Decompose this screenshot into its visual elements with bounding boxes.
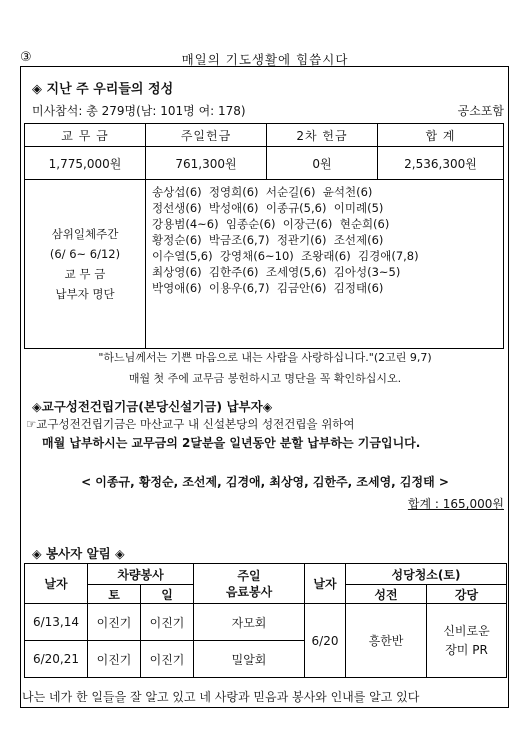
value-second: 0원: [267, 147, 378, 180]
donor-line: 이수열(5,6) 강영채(6~10) 조왕래(6) 김경애(7,8): [152, 249, 419, 263]
col-tithe: 교 무 금: [25, 124, 146, 147]
col-total: 합 계: [378, 124, 504, 147]
header-date2: 날자: [305, 564, 346, 604]
clean-date: 6/20: [305, 604, 346, 678]
building-fund-title: ◈교구성전건립기금(본당신설기금) 납부자◈: [32, 399, 273, 414]
donor-line: 황정순(6) 박금조(6,7) 정관기(6) 조선제(6): [152, 233, 384, 247]
clean-sanctuary: 흥한반: [346, 604, 427, 678]
attendance-note: 공소포함: [457, 104, 504, 118]
building-fund-total-text: 합계 : 165,000원: [407, 497, 504, 511]
header-vehicle: 차량봉사: [88, 564, 194, 585]
header-cleaning: 성당청소(토): [346, 564, 507, 585]
donors-label: [25, 180, 146, 349]
value-sunday: 761,300원: [146, 147, 267, 180]
row-sun: 이진기: [141, 641, 194, 678]
donors-list: [146, 180, 504, 349]
row-date: 6/20,21: [25, 641, 88, 678]
building-fund-contributors: < 이종규, 황정순, 조선제, 김경애, 최상영, 김한주, 조세영, 김정태 >: [81, 475, 449, 489]
donor-line: 강용범(4~6) 임종순(6) 이장근(6) 현순희(6): [152, 217, 390, 231]
offering-header-row: [25, 124, 504, 147]
header-date: 날자: [25, 564, 88, 604]
row-sat: 이진기: [88, 604, 141, 641]
attendance-text: 미사참석: 총 279명(남: 101명 여: 178): [32, 104, 246, 118]
volunteer-row: [25, 604, 507, 641]
col-sunday: 주일헌금: [146, 124, 267, 147]
clean-hall: 신비로운 장미 PR: [427, 604, 507, 678]
volunteer-table: [24, 563, 507, 678]
page-number: ③: [20, 50, 32, 65]
header-hall: 강당: [427, 585, 507, 604]
donors-label-line: 교 무 금: [64, 267, 106, 281]
donor-line: 정선생(6) 박성애(6) 이종규(5,6) 이미례(5): [152, 201, 384, 215]
row-sun: 이진기: [141, 604, 194, 641]
row-date: 6/13,14: [25, 604, 88, 641]
row-sat: 이진기: [88, 641, 141, 678]
page-title: 매일의 기도생활에 힘씁시다: [181, 52, 349, 67]
building-fund-desc-2: [42, 434, 420, 451]
row-drinks: 밀알회: [194, 641, 305, 678]
scripture-quote: "하느님께서는 기쁜 마음으로 내는 사람을 사랑하십니다."(2고린 9,7): [98, 351, 432, 364]
value-total: 2,536,300원: [378, 147, 504, 180]
donor-line: 최상영(6) 김한주(6) 조세영(5,6) 김아성(3~5): [152, 265, 401, 279]
donors-label-line: 삼위일체주간: [51, 227, 119, 241]
footer-verse: 나는 네가 한 일들을 잘 알고 있고 네 사랑과 믿음과 봉사와 인내를 알고 있다: [22, 690, 420, 704]
header-drinks: 주일 음료봉사: [194, 564, 305, 604]
volunteer-header-row: [25, 564, 507, 585]
header-sun: 일: [141, 585, 194, 604]
volunteer-section-title: ◈ 봉사자 알림 ◈: [32, 546, 125, 561]
donor-line: 박영애(6) 이용우(6,7) 김금안(6) 김정태(6): [152, 281, 384, 295]
building-fund-desc-2-text: 매월 납부하시는 교무금의 2달분을 일년동안 분할 납부하는 기금입니다.: [42, 436, 421, 450]
tithe-reminder: 매월 첫 주에 교무금 봉헌하시고 명단을 꼭 확인하십시오.: [128, 372, 402, 385]
donors-label-line: (6/ 6~ 6/12): [49, 247, 121, 261]
row-drinks: 자모회: [194, 604, 305, 641]
offering-table: [24, 123, 504, 349]
offering-values-row: [25, 147, 504, 180]
building-fund-total: [408, 495, 504, 512]
donor-line: 송상섭(6) 정영희(6) 서순길(6) 윤석천(6): [152, 185, 373, 199]
header-sat: 토: [88, 585, 141, 604]
col-second: 2차 헌금: [267, 124, 378, 147]
donors-label-line: 납부자 명단: [55, 287, 115, 301]
value-tithe: 1,775,000원: [25, 147, 146, 180]
donors-row: [25, 180, 504, 349]
header-sanctuary: 성전: [346, 585, 427, 604]
offering-section-title: ◈ 지난 주 우리들의 정성: [32, 82, 174, 97]
building-fund-desc-1: ☞교구성전건립기금은 마산교구 내 신설본당의 성전건립을 위하여: [26, 417, 355, 431]
